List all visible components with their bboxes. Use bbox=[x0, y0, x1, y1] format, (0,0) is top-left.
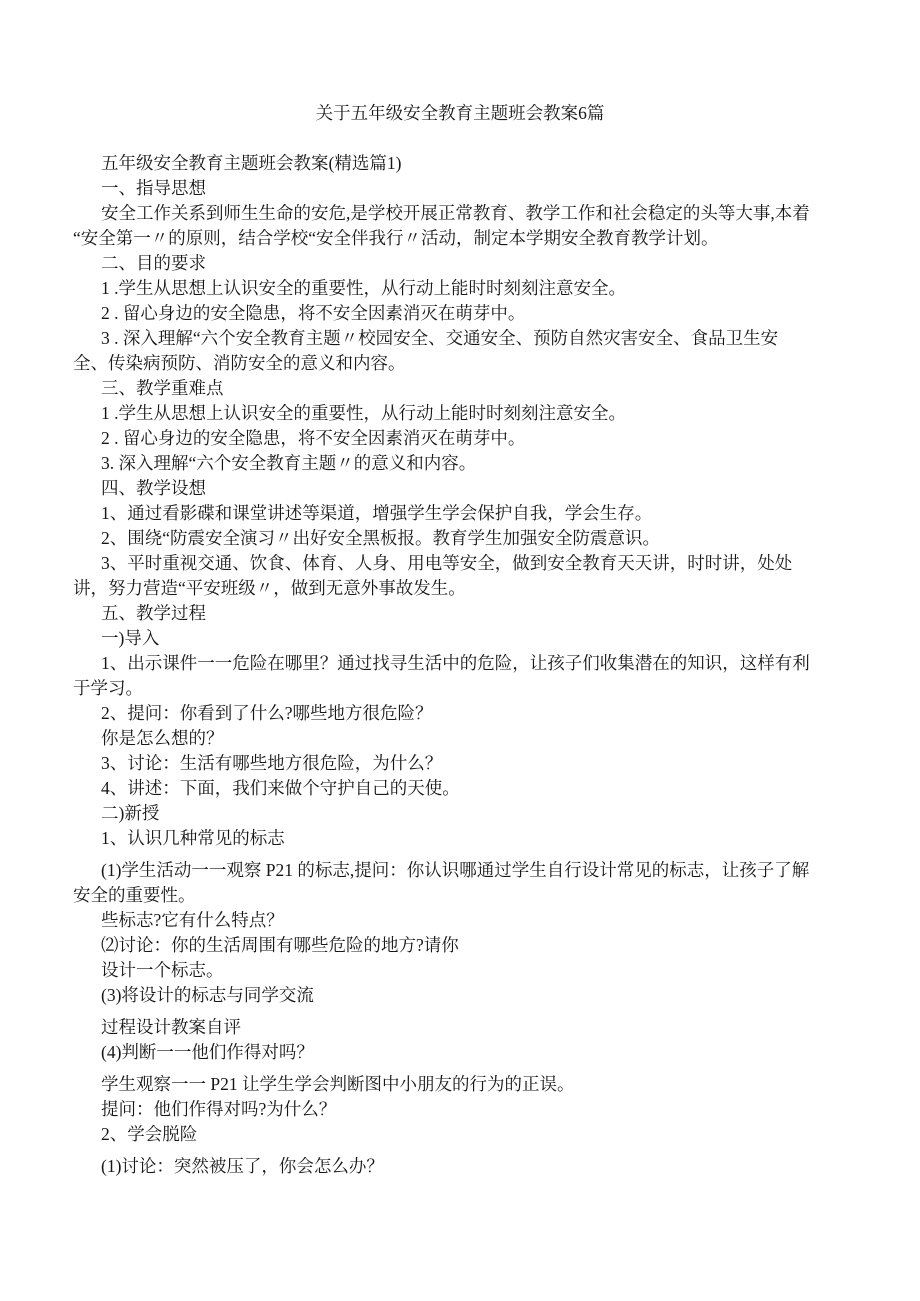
document-title: 关于五年级安全教育主题班会教案6篇 bbox=[315, 103, 605, 123]
document-line: 过程设计教案自评 bbox=[101, 1017, 241, 1037]
document-line: 4、讲述：下面，我们来做个守护自己的天使。 bbox=[101, 778, 460, 798]
document-line: 一)导入 bbox=[101, 628, 160, 648]
document-line: 2 . 留心身边的安全隐患，将不安全因素消灭在萌芽中。 bbox=[101, 303, 526, 323]
document-line: “安全第一〃的原则，结合学校“安全伴我行〃活动，制定本学期安全教育教学计划。 bbox=[73, 228, 719, 248]
document-body bbox=[73, 151, 853, 1179]
document-line: 全、传染病预防、消防安全的意义和内容。 bbox=[73, 353, 406, 373]
document-line: 1、通过看影碟和课堂讲述等渠道，增强学生学会保护自我，学会生存。 bbox=[101, 503, 653, 523]
document-line: 3、讨论：生活有哪些地方很危险，为什么？ bbox=[101, 753, 443, 773]
document-line: 安全的重要性。 bbox=[73, 885, 196, 905]
document-line: 安全工作关系到师生生命的安危,是学校开展正常教育、教学工作和社会稳定的头等大事,本着 bbox=[101, 203, 810, 223]
document-line: 四、教学设想 bbox=[101, 478, 206, 498]
document-line: 二、目的要求 bbox=[101, 253, 206, 273]
document-line: 二)新授 bbox=[101, 803, 160, 823]
document-line: 提问：他们作得对吗?为什么？ bbox=[101, 1099, 337, 1119]
document-line: (3)将设计的标志与同学交流 bbox=[101, 985, 314, 1005]
document-line: 1、认识几种常见的标志 bbox=[101, 828, 285, 848]
document-line: 一、指导思想 bbox=[101, 178, 206, 198]
document-line: 2、学会脱险 bbox=[101, 1124, 198, 1144]
document-line: 于学习。 bbox=[73, 678, 143, 698]
document-line: 2 . 留心身边的安全隐患，将不安全因素消灭在萌芽中。 bbox=[101, 428, 526, 448]
document-line: 三、教学重难点 bbox=[101, 378, 224, 398]
document-line: ⑵讨论：你的生活周围有哪些危险的地方?请你 bbox=[101, 935, 459, 955]
document-line: 2、围绕“防震安全演习〃出好安全黑板报。教育学生加强安全防震意识。 bbox=[101, 528, 661, 548]
document-line: (1)讨论：突然被压了，你会怎么办？ bbox=[101, 1156, 384, 1176]
document-line: 讲，努力营造“平安班级〃，做到无意外事故发生。 bbox=[73, 578, 466, 598]
document-line: 3. 深入理解“六个安全教育主题〃的意义和内容。 bbox=[101, 453, 477, 473]
document-line: 学生观察一一 P21 让学生学会判断图中小朋友的行为的正误。 bbox=[101, 1074, 575, 1094]
document-line: 些标志?它有什么特点？ bbox=[101, 910, 284, 930]
document-line: 1、出示课件一一危险在哪里？通过找寻生活中的危险，让孩子们收集潜在的知识，这样有利 bbox=[101, 653, 810, 673]
document-line: 1 .学生从思想上认识安全的重要性，从行动上能时时刻刻注意安全。 bbox=[101, 403, 626, 423]
document-line: 2、提问：你看到了什么?哪些地方很危险？ bbox=[101, 703, 433, 723]
document-line: 五、教学过程 bbox=[101, 603, 206, 623]
document-line: 设计一个标志。 bbox=[101, 960, 224, 980]
document-line: 你是怎么想的？ bbox=[101, 728, 224, 748]
document-line: 3 . 深入理解“六个安全教育主题〃校园安全、交通安全、预防自然灾害安全、食品卫生安 bbox=[101, 328, 779, 348]
document-line: (4)判断一一他们作得对吗？ bbox=[101, 1042, 314, 1062]
document-line: 3、平时重视交通、饮食、体育、人身、用电等安全，做到安全教育天天讲，时时讲，处处 bbox=[101, 553, 793, 573]
document-line: 1 .学生从思想上认识安全的重要性，从行动上能时时刻刻注意安全。 bbox=[101, 278, 626, 298]
document-line: 五年级安全教育主题班会教案(精选篇1) bbox=[101, 153, 402, 173]
document-line: (1)学生活动一一观察 P21 的标志,提问：你认识哪通过学生自行设计常见的标志，让孩子了解 bbox=[101, 860, 810, 880]
